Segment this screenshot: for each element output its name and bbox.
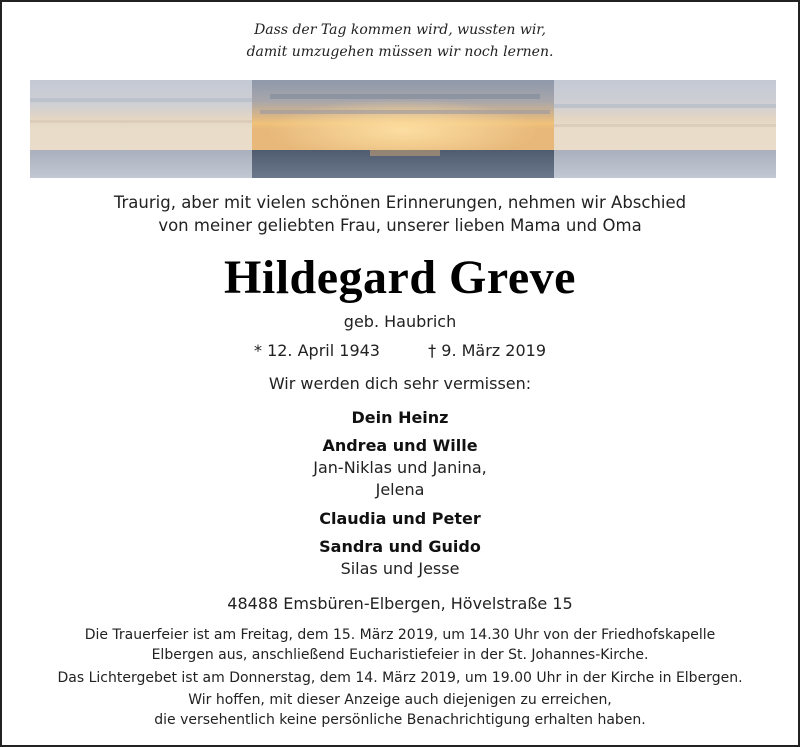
maiden-name: geb. Haubrich bbox=[343, 312, 457, 331]
intro-line-1: Traurig, aber mit vielen schönen Erinnerungen, nehmen wir Abschied bbox=[113, 193, 687, 212]
intro-line-2: von meiner geliebten Frau, unserer lieben Mama und Oma bbox=[158, 216, 642, 235]
address: 48488 Emsbüren-Elbergen, Hövelstraße 15 bbox=[227, 594, 573, 613]
miss-line: Wir werden dich sehr vermissen: bbox=[268, 374, 532, 393]
mourner-family-1: Andrea und Wille bbox=[322, 436, 478, 455]
motto-line-1: Dass der Tag kommen wird, wussten wir, bbox=[254, 22, 546, 38]
info-line-3: Das Lichtergebet ist am Donnerstag, dem 14. März 2019, um 19.00 Uhr in der Kirche in Elbergen. bbox=[57, 670, 743, 686]
mourner-family-1-children-a: Jan-Niklas und Janina, bbox=[313, 458, 487, 477]
mourner-family-2: Claudia und Peter bbox=[319, 509, 481, 528]
life-dates bbox=[2, 340, 798, 362]
info-line-2: Elbergen aus, anschließend Eucharistiefeier in der St. Johannes-Kirche. bbox=[151, 647, 649, 663]
mourner-family-3: Sandra und Guido bbox=[319, 537, 481, 556]
sunset-sea-photo bbox=[30, 80, 776, 178]
info-line-5: die versehentlich keine persönliche Benachrichtigung erhalten haben. bbox=[154, 712, 646, 728]
info-line-4: Wir hoffen, mit dieser Anzeige auch diejenigen zu erreichen, bbox=[188, 692, 612, 708]
info-line-1: Die Trauerfeier ist am Freitag, dem 15. März 2019, um 14.30 Uhr von der Friedhofskapelle bbox=[84, 627, 716, 643]
birth-date: * 12. April 1943 bbox=[253, 341, 380, 360]
mourner-family-1-children-b: Jelena bbox=[375, 480, 425, 499]
death-date: † 9. März 2019 bbox=[428, 341, 546, 360]
mourner-family-3-children: Silas und Jesse bbox=[340, 559, 460, 578]
motto-line-2: damit umzugehen müssen wir noch lernen. bbox=[246, 44, 554, 60]
mourner-husband: Dein Heinz bbox=[351, 408, 449, 427]
deceased-name: Hildegard Greve bbox=[224, 251, 576, 304]
